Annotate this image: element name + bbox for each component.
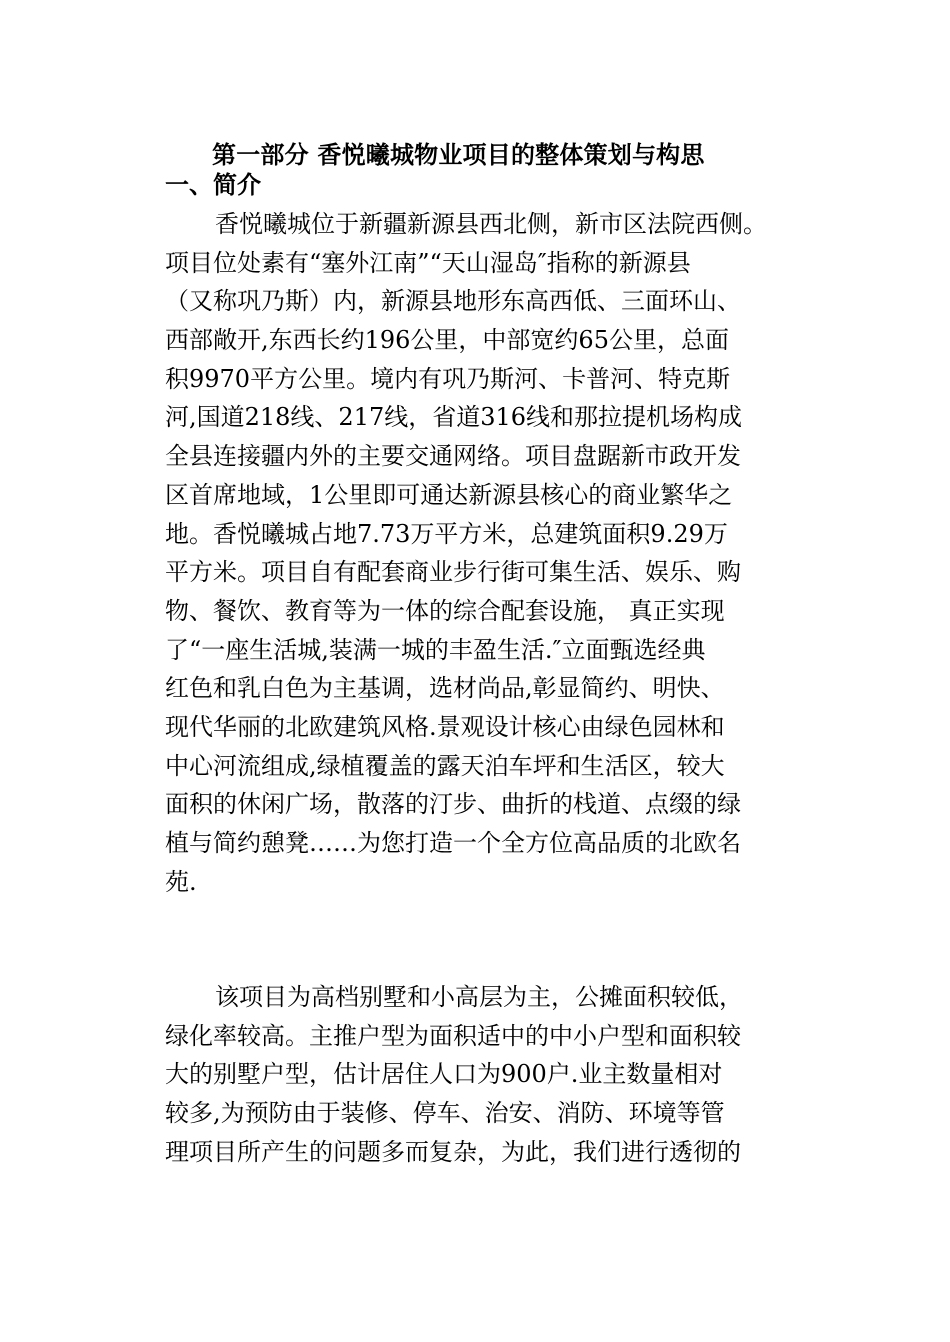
text-line: 大的别墅户型，估计居住人口为900户.业主数量相对 xyxy=(165,1060,723,1089)
text-line: 理项目所产生的问题多而复杂，为此，我们进行透彻的 xyxy=(165,1137,741,1166)
text-line: 红色和乳白色为主基调，选材尚品,彰显简约、明快、 xyxy=(165,674,725,703)
section-heading: 一、简介 xyxy=(165,170,261,199)
paragraph-introduction xyxy=(165,205,805,901)
paragraph-project-overview xyxy=(165,978,805,1171)
text-line: 绿化率较高。主推户型为面积适中的中小户型和面积较 xyxy=(165,1021,741,1050)
text-line: 物、餐饮、教育等为一体的综合配套设施， 真正实现 xyxy=(165,596,725,625)
document-title: 第一部分 香悦曦城物业项目的整体策划与构思 xyxy=(212,140,705,169)
text-line: 项目位处素有“塞外江南”“天山湿岛″指称的新源县 xyxy=(165,248,691,277)
text-line: 植与简约憩凳……为您打造一个全方位高品质的北欧名 xyxy=(165,829,741,857)
text-line: 积9970平方公里。境内有巩乃斯河、卡普河、特克斯 xyxy=(165,364,731,393)
text-line: 平方米。项目自有配套商业步行街可集生活、娱乐、购 xyxy=(165,558,741,587)
text-line: 全县连接疆内外的主要交通网络。项目盘踞新市政开发 xyxy=(165,442,741,471)
text-line: 面积的休闲广场，散落的汀步、曲折的栈道、点缀的绿 xyxy=(165,790,741,819)
text-line: 苑. xyxy=(165,867,197,896)
text-line: 香悦曦城位于新疆新源县西北侧，新市区法院西侧。 xyxy=(215,210,767,238)
text-line: 地。香悦曦城占地7.73万平方米，总建筑面积9.29万 xyxy=(165,519,728,548)
text-line: 较多,为预防由于装修、停车、治安、消防、环境等管 xyxy=(165,1099,725,1128)
text-line: 西部敞开,东西长约196公里，中部宽约65公里，总面 xyxy=(165,326,729,355)
text-line: 现代华丽的北欧建筑风格.景观设计核心由绿色园林和 xyxy=(165,712,725,741)
text-line: 中心河流组成,绿植覆盖的露天泊车坪和生活区，较大 xyxy=(165,751,725,780)
text-line: 了“一座生活城,装满一城的丰盈生活.″立面甄选经典 xyxy=(165,635,706,664)
text-line: 该项目为高档别墅和小高层为主，公摊面积较低， xyxy=(215,983,743,1011)
text-line: 区首席地域，1公里即可通达新源县核心的商业繁华之 xyxy=(165,480,733,509)
text-line: 河,国道218线、217线，省道316线和那拉提机场构成 xyxy=(165,403,743,432)
text-line: （又称巩乃斯）内，新源县地形东高西低、三面环山、 xyxy=(165,287,741,316)
